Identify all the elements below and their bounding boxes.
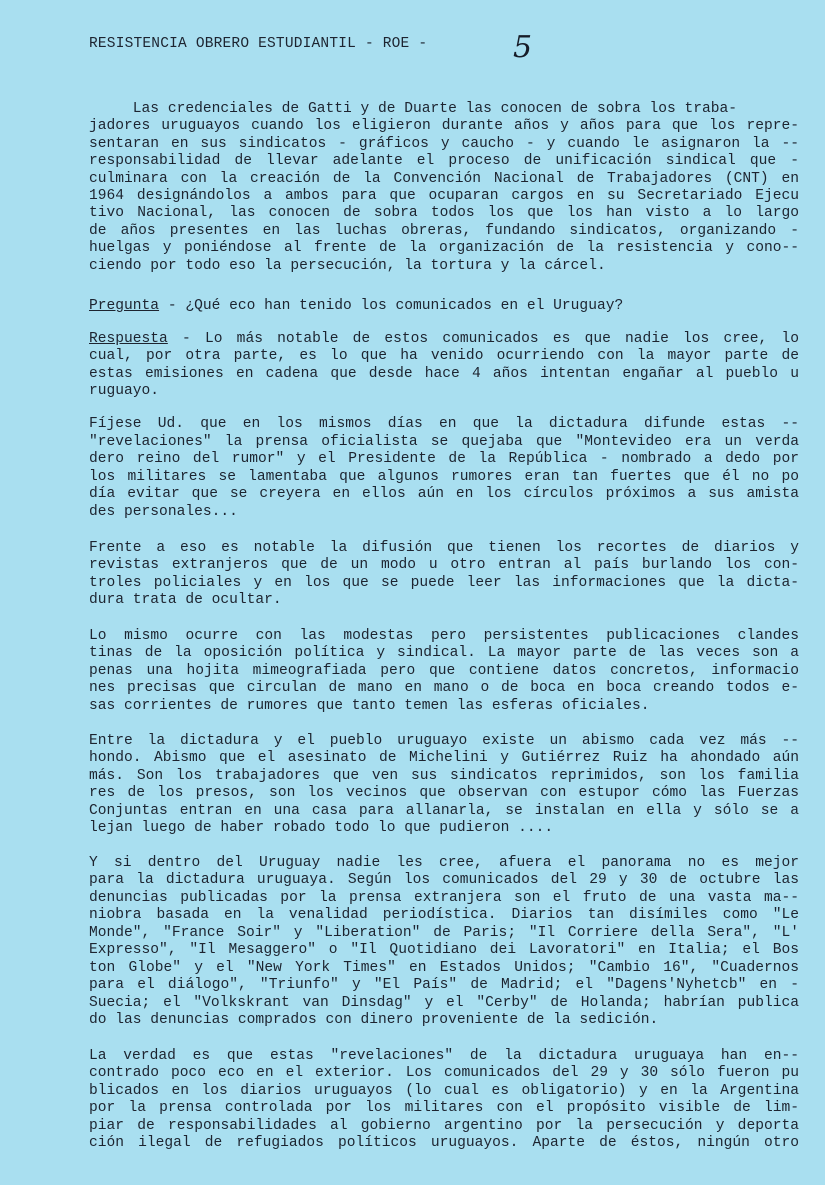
text-line: 1964 designándolos a ambos para que ocuparan cargos en su Secretariado Ejecu xyxy=(89,188,799,204)
text-line: Frente a eso es notable la difusión que tienen los recortes de diarios y xyxy=(89,540,799,556)
text-line: estas emisiones en cadena que desde hace 4 años intentan engañar al pueblo u xyxy=(89,366,799,382)
text-line: La verdad es que estas "revelaciones" de la dictadura uruguaya han en-- xyxy=(89,1048,799,1064)
text-line: des personales... xyxy=(89,504,238,520)
text-line: piar de responsabilidades al gobierno argentino por la persecución y deporta xyxy=(89,1118,799,1134)
text-line: Y si dentro del Uruguay nadie les cree, afuera el panorama no es mejor xyxy=(89,855,799,871)
text-line: Pregunta - ¿Qué eco han tenido los comunicados en el Uruguay? xyxy=(89,298,624,314)
page-header: RESISTENCIA OBRERO ESTUDIANTIL - ROE - xyxy=(89,36,428,52)
text-line: Lo mismo ocurre con las modestas pero persistentes publicaciones clandes xyxy=(89,628,799,644)
text-line: Conjuntas entran en una casa para allanarla, se instalan en ella y sólo se a xyxy=(89,803,799,819)
text-line: tinas de la oposición política y sindical. La mayor parte de las veces son a xyxy=(89,645,799,661)
text-line: troles policiales y en los que se puede leer las informaciones que la dicta- xyxy=(89,575,799,591)
text-line: más. Son los trabajadores que ven sus sindicatos reprimidos, son los familia xyxy=(89,768,799,784)
text-line: res de los presos, son los vecinos que observan con estupor cómo las Fuerzas xyxy=(89,785,799,801)
text-line: responsabilidad de llevar adelante el proceso de unificación sindical que - xyxy=(89,153,799,169)
text-line: día evitar que se creyera en ellos aún en los círculos próximos a sus amista xyxy=(89,486,799,502)
text-line: Entre la dictadura y el pueblo uruguayo existe un abismo cada vez más -- xyxy=(89,733,799,749)
text-line: ruguayo. xyxy=(89,383,160,399)
text-line: para el diálogo", "Triunfo" y "El País" de Madrid; el "Dagens'Nyhetcb" en - xyxy=(89,977,799,993)
question-label: Pregunta xyxy=(89,298,160,314)
text-line: do las denuncias comprados con dinero proveniente de la sedición. xyxy=(89,1012,659,1028)
text-line: cual, por otra parte, es lo que ha venido ocurriendo con la mayor parte de xyxy=(89,348,799,364)
text-line: ton Globe" y el "New York Times" en Estados Unidos; "Cambio 16", "Cuadernos xyxy=(89,960,799,976)
text-line: culminara con la creación de la Convención Nacional de Trabajadores (CNT) en xyxy=(89,171,799,187)
text-line: lejan luego de haber robado todo lo que pudieron .... xyxy=(89,820,554,836)
text-line: ción ilegal de refugiados políticos uruguayos. Aparte de éstos, ningún otro xyxy=(89,1135,799,1151)
text-line: dero reino del rumor" y el Presidente de la República - nombrado a dedo por xyxy=(89,451,799,467)
text-line: de años presentes en las luchas obreras, fundando sindicatos, organizando - xyxy=(89,223,799,239)
text-line: Fíjese Ud. que en los mismos días en que la dictadura difunde estas -- xyxy=(89,416,799,432)
text-line: hondo. Abismo que el asesinato de Michelini y Gutiérrez Ruiz ha ahondado aún xyxy=(89,750,799,766)
text-line: huelgas y poniéndose al frente de la organización de la resistencia y cono-- xyxy=(89,240,799,256)
text-line: Suecia; el "Volkskrant van Dinsdag" y el "Cerby" de Holanda; habrían publica xyxy=(89,995,799,1011)
answer-label: Respuesta xyxy=(89,331,168,347)
text-line: niobra basada en la venalidad periodística. Diarios tan disímiles como "Le xyxy=(89,907,799,923)
text-line: nes precisas que circulan de mano en mano o de boca en boca creando todos e- xyxy=(89,680,799,696)
text-line: Expresso", "Il Mesaggero" o "Il Quotidiano dei Lavoratori" en Italia; el Bos xyxy=(89,942,799,958)
text-line: Respuesta - Lo más notable de estos comunicados es que nadie los cree, lo xyxy=(89,331,799,347)
text-line: por la prensa controlada por los militares con el propósito visible de lim- xyxy=(89,1100,799,1116)
text-line: para la dictadura uruguaya. Según los comunicados del 29 y 30 de octubre las xyxy=(89,872,799,888)
text-line: denuncias publicadas por la prensa extranjera son el fruto de una vasta ma-- xyxy=(89,890,799,906)
page-number: 5 xyxy=(513,30,533,65)
text-line: dura trata de ocultar. xyxy=(89,592,282,608)
text-line: contrado poco eco en el exterior. Los comunicados del 29 y 30 sólo fueron pu xyxy=(89,1065,799,1081)
text-line: Las credenciales de Gatti y de Duarte las conocen de sobra los traba- xyxy=(89,101,738,117)
text-line: jadores uruguayos cuando los eligieron durante años y años para que los repre- xyxy=(89,118,799,134)
text-line: tivo Nacional, las conocen de sobra todos los que los han visto a lo largo xyxy=(89,205,799,221)
text-line: Monde", "France Soir" y "Liberation" de Paris; "Il Corriere della Sera", "L' xyxy=(89,925,799,941)
text-line: ciendo por todo eso la persecución, la tortura y la cárcel. xyxy=(89,258,606,274)
text-line: los militares se lamentaba que algunos rumores eran tan fuertes que él no po xyxy=(89,469,799,485)
text-line: penas una hojita mimeografiada pero que contiene datos concretos, informacio xyxy=(89,663,799,679)
text-line: blicados en los diarios uruguayos (lo cual es obligatorio) y en la Argentina xyxy=(89,1083,799,1099)
text-line: sas corrientes de rumores que tanto temen las esferas oficiales. xyxy=(89,698,650,714)
text-line: revistas extranjeros que de un modo u otro entran al país burlando los con- xyxy=(89,557,799,573)
text-line: sentaran en sus sindicatos - gráficos y caucho - y cuando le asignaron la -- xyxy=(89,136,799,152)
text-line: "revelaciones" la prensa oficialista se quejaba que "Montevideo era un verda xyxy=(89,434,799,450)
